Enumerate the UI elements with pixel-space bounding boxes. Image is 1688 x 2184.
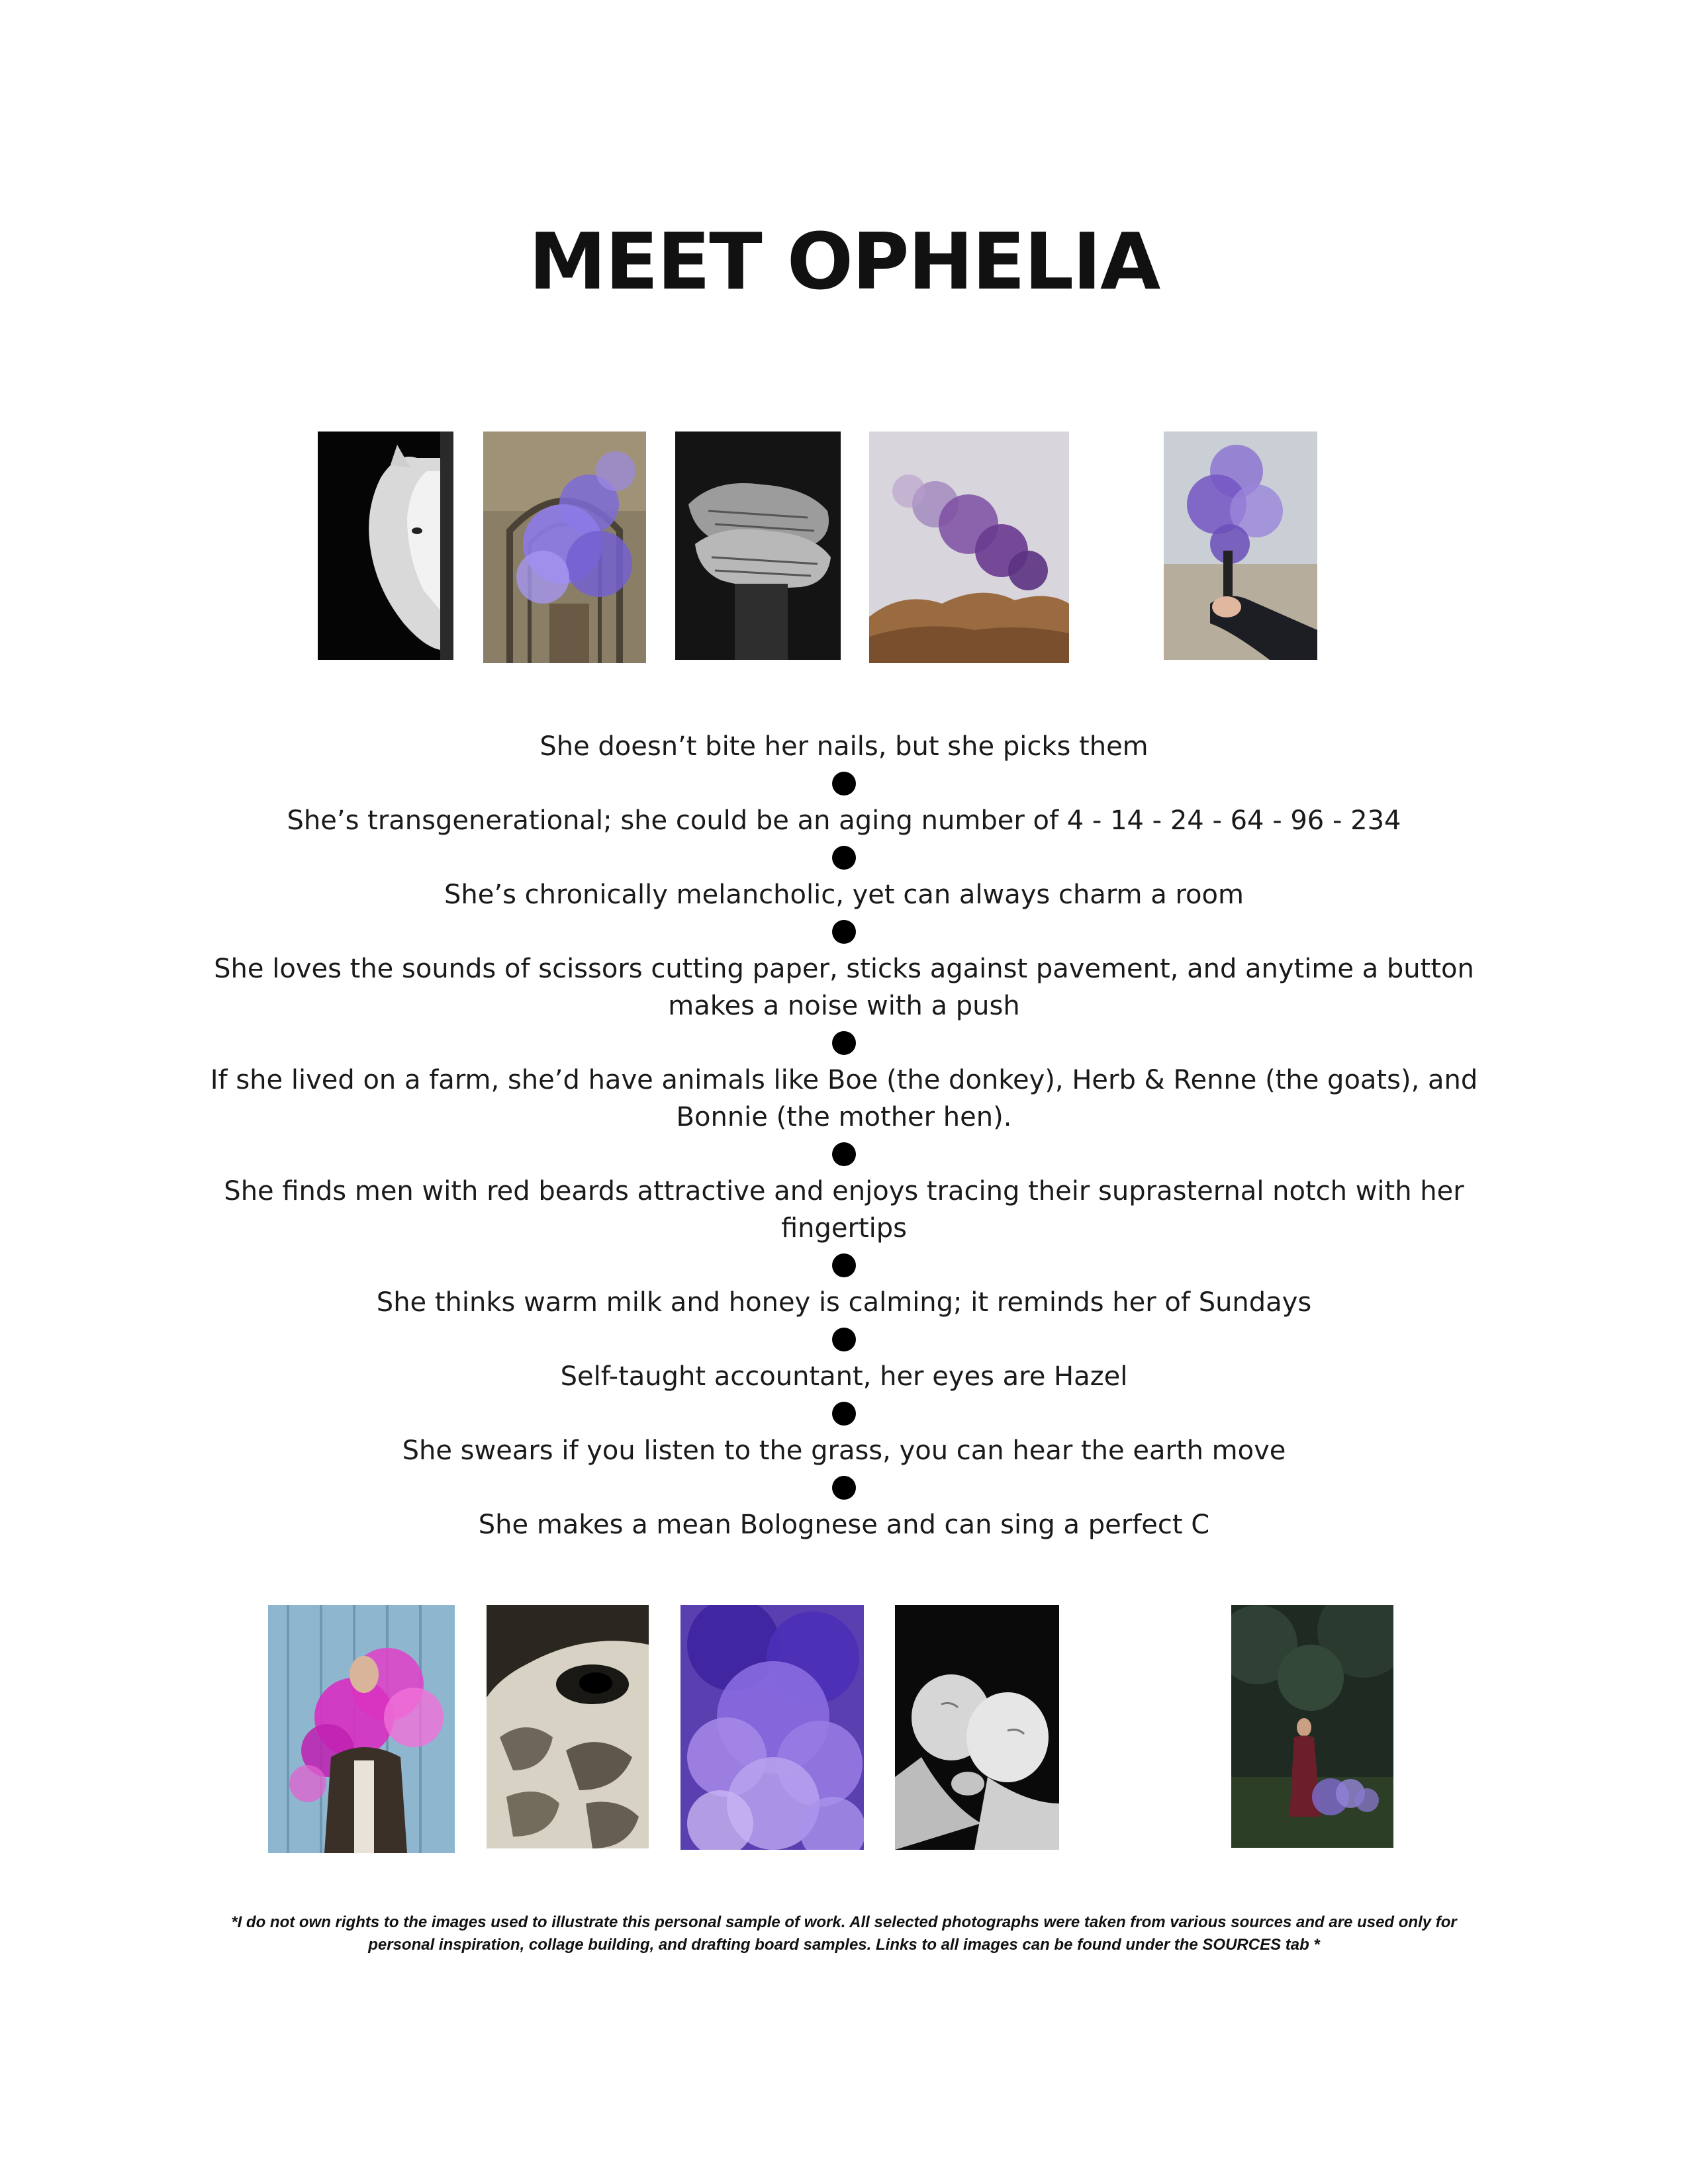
fact-item: She makes a mean Bolognese and can sing a perfect C [478,1510,1210,1540]
page-title: MEET OPHELIA [528,216,1160,307]
purple-smoke-rocks-photo-icon [869,432,1069,663]
bullet-icon [832,1142,856,1166]
fact-item: She’s chronically melancholic, yet can always charm a room [444,880,1244,910]
fact-item: She thinks warm milk and honey is calming; it reminds her of Sundays [376,1287,1312,1318]
purple-smoke-gate-photo-icon [483,432,646,663]
image-rights-disclaimer: *I do not own rights to the images used to illustrate this personal sample of work. All selected photographs were taken from various sources and are used only for personal inspiration, collage building, and drafting board samples. Links to all images can be found under the SOURCES tab * [231,1913,1457,1954]
forest-woman-smoke-photo-icon [1231,1605,1393,1848]
fact-item: She finds men with red beards attractive and enjoys tracing their suprasternal notch with her fingertips [224,1176,1464,1244]
purple-smoke-cloud-photo-icon [680,1605,864,1850]
fact-item: She swears if you listen to the grass, you can hear the earth move [402,1435,1286,1466]
bullet-icon [832,846,856,870]
giraffe-eye-photo-icon [487,1605,649,1848]
bullet-icon [832,1402,856,1426]
fact-item: If she lived on a farm, she’d have animals like Boe (the donkey), Herb & Renne (the goats), and Bonnie (the mother hen). [210,1065,1478,1132]
bullet-icon [832,1476,856,1500]
bullet-icon [832,1031,856,1055]
babies-photo-icon [895,1605,1059,1850]
fact-item: She doesn’t bite her nails, but she picks them [539,731,1149,762]
bullet-icon [832,920,856,944]
fact-item: She loves the sounds of scissors cutting paper, sticks against pavement, and anytime a button makes a noise with a push [214,954,1474,1021]
bullet-icon [832,1328,856,1351]
purple-smoke-flare-hand-photo-icon [1164,432,1317,660]
wrinkled-hands-photo-icon [675,432,841,660]
bullet-icon [832,772,856,796]
fact-item: She’s transgenerational; she could be an aging number of 4 - 14 - 24 - 64 - 96 - 234 [287,805,1401,836]
facts-list [199,728,1489,1543]
fact-item: Self-taught accountant, her eyes are Hazel [560,1361,1128,1392]
horse-photo-icon [318,432,453,660]
bullet-icon [832,1253,856,1277]
pink-smoke-person-photo-icon [268,1605,455,1853]
